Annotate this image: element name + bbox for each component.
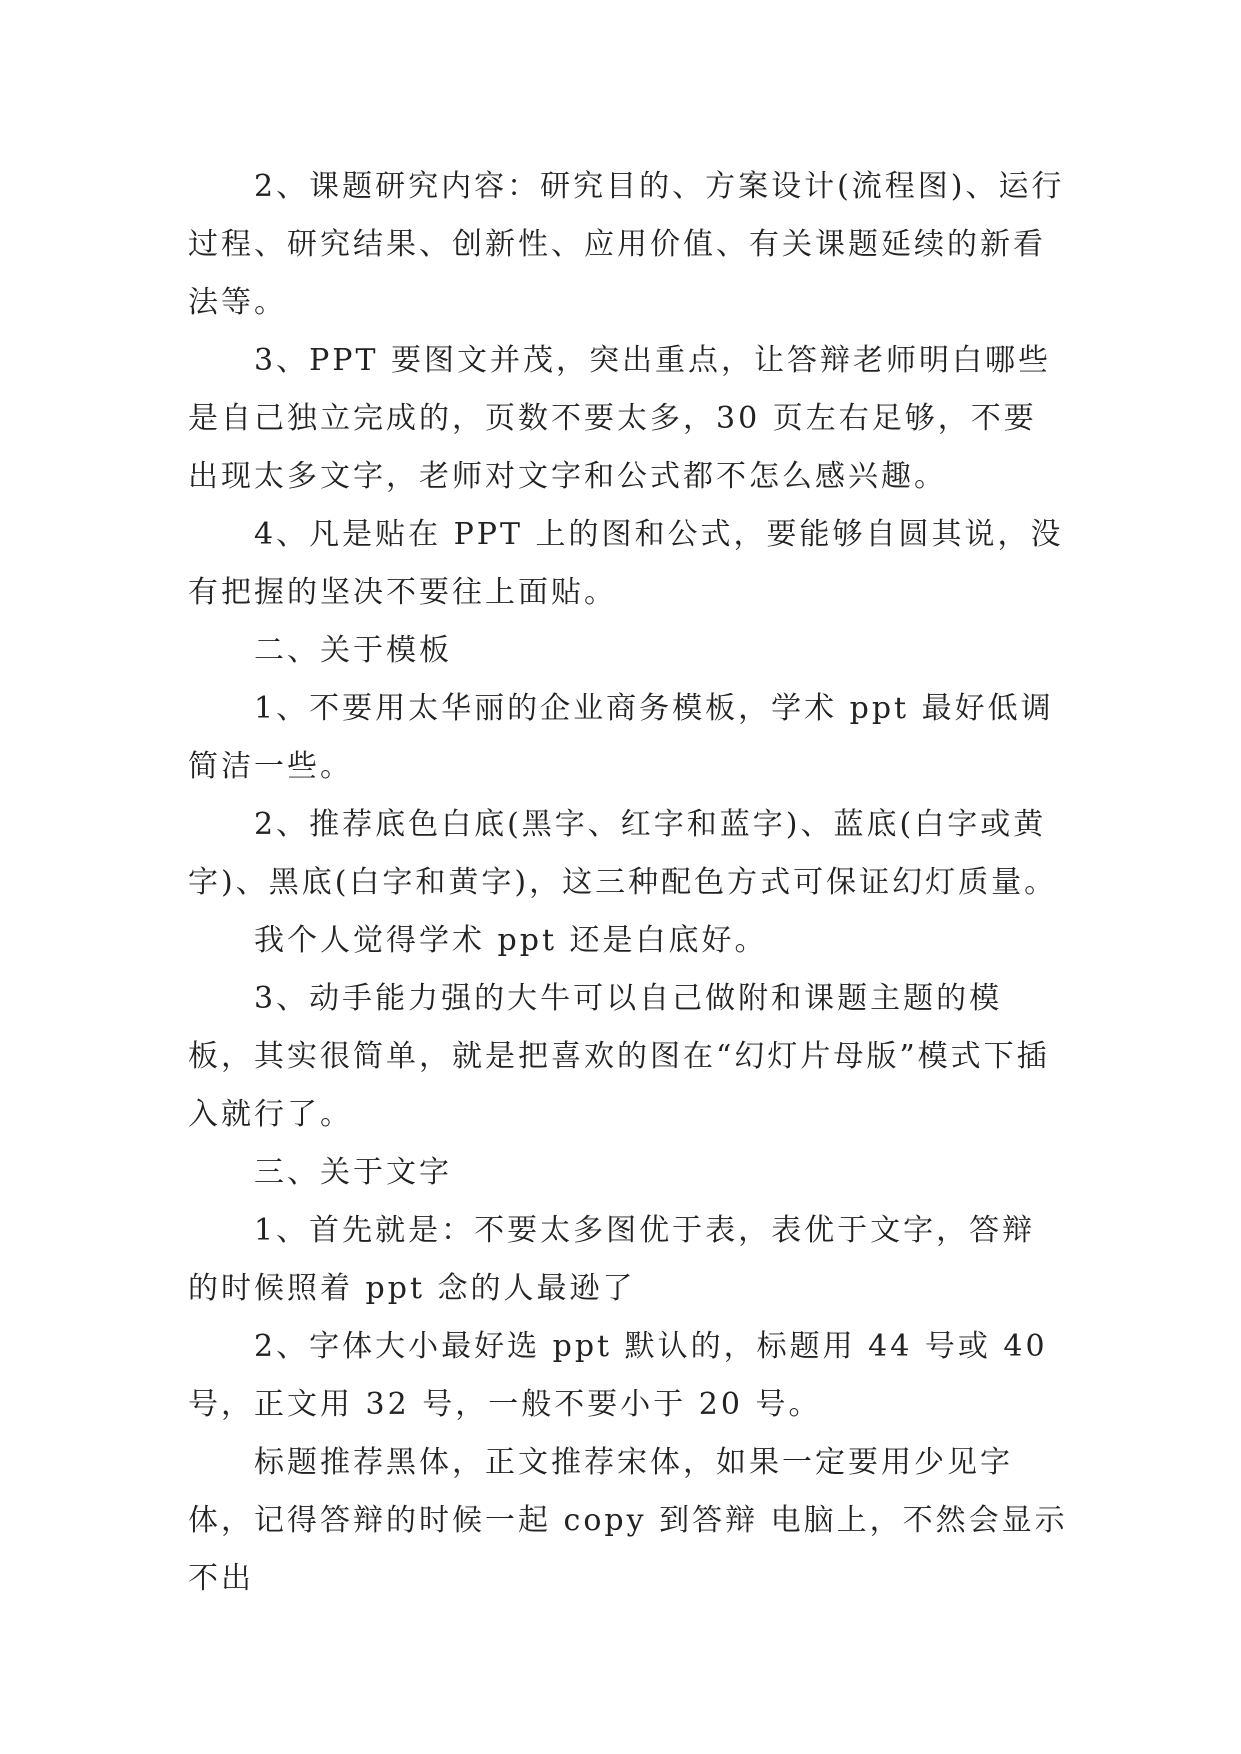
paragraph: 标题推荐黑体，正文推荐宋体，如果一定要用少见字体，记得答辩的时候一起 copy 到答辩 电脑上，不然会显示不出 [188, 1445, 1068, 1596]
paragraph: 我个人觉得学术 ppt 还是白底好。 [254, 923, 768, 958]
paragraph: 1、不要用太华丽的企业商务模板，学术 ppt 最好低调简洁一些。 [188, 691, 1054, 784]
paragraph: 4、凡是贴在 PPT 上的图和公式，要能够自圆其说，没有把握的坚决不要往上面贴。 [188, 517, 1064, 610]
paragraph: 2、推荐底色白底(黑字、红字和蓝字)、蓝底(白字或黄字)、黑底(白字和黄字)，这三种配色方式可保证幻灯质量。 [188, 807, 1058, 900]
paragraph: 2、字体大小最好选 ppt 默认的，标题用 44 号或 40 号，正文用 32 号，一般不要小于 20 号。 [188, 1329, 1048, 1422]
document-body [188, 158, 1068, 1608]
section-heading: 三、关于文字 [254, 1155, 452, 1190]
paragraph: 1、首先就是：不要太多图优于表，表优于文字，答辩的时候照着 ppt 念的人最逊了 [188, 1213, 1036, 1306]
section-heading: 二、关于模板 [254, 633, 452, 668]
paragraph: 3、动手能力强的大牛可以自己做附和课题主题的模板，其实很简单，就是把喜欢的图在“幻灯片母版”模式下插入就行了。 [188, 981, 1050, 1132]
paragraph: 2、课题研究内容：研究目的、方案设计(流程图)、运行过程、研究结果、创新性、应用价值、有关课题延续的新看法等。 [188, 169, 1065, 320]
paragraph: 3、PPT 要图文并茂，突出重点，让答辩老师明白哪些是自己独立完成的，页数不要太多，30 页左右足够，不要出现太多文字，老师对文字和公式都不怎么感兴趣。 [188, 343, 1052, 494]
